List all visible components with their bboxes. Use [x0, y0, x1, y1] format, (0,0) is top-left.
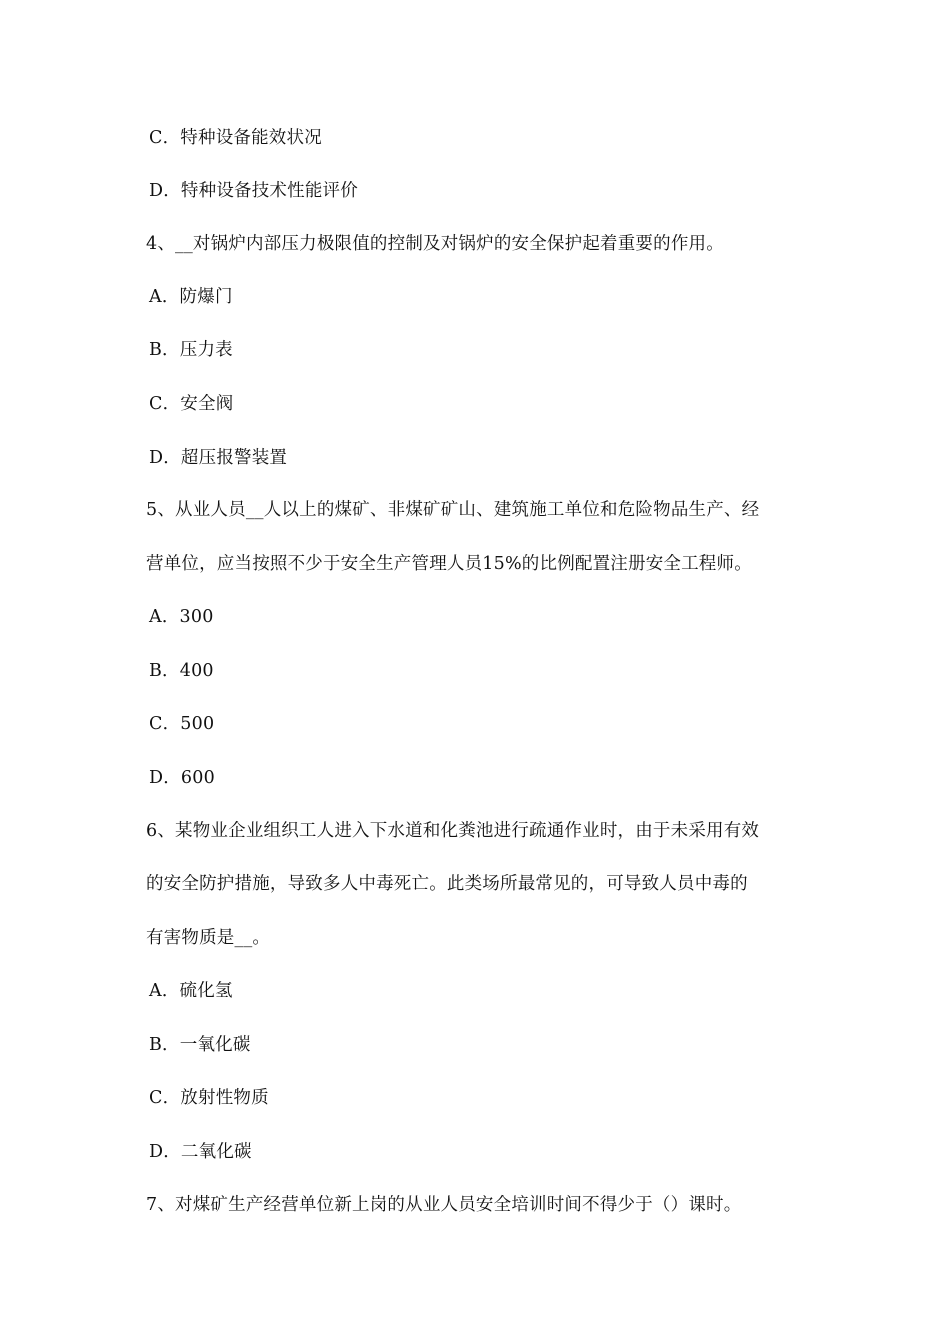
q6-stem-line-2: 的安全防护措施，导致多人中毒死亡。此类场所最常见的，可导致人员中毒的 [146, 874, 748, 894]
q3-option-c: C．特种设备能效状况 [149, 128, 322, 148]
q5-option-b: B．400 [149, 661, 214, 681]
q4-stem: 4、__对锅炉内部压力极限值的控制及对锅炉的安全保护起着重要的作用。 [146, 234, 724, 254]
q5-option-a: A．300 [149, 607, 214, 627]
q4-option-d: D．超压报警装置 [149, 448, 288, 468]
q6-stem-line-1: 6、某物业企业组织工人进入下水道和化粪池进行疏通作业时，由于未采用有效 [146, 821, 760, 841]
q7-stem: 7、对煤矿生产经营单位新上岗的从业人员安全培训时间不得少于（）课时。 [146, 1195, 742, 1215]
q6-option-d: D．二氧化碳 [149, 1142, 252, 1162]
q4-option-c: C．安全阀 [149, 394, 234, 414]
q3-option-d: D．特种设备技术性能评价 [149, 181, 358, 201]
q5-option-c: C．500 [149, 714, 215, 734]
q6-option-c: C．放射性物质 [149, 1088, 269, 1108]
q5-option-d: D．600 [149, 768, 215, 788]
q5-stem-line-2: 营单位，应当按照不少于安全生产管理人员15%的比例配置注册安全工程师。 [146, 554, 752, 574]
q6-option-a: A．硫化氢 [149, 981, 233, 1001]
q4-option-a: A．防爆门 [149, 287, 233, 307]
q6-stem-line-3: 有害物质是__。 [146, 928, 271, 948]
q4-option-b: B．压力表 [149, 340, 233, 360]
q5-stem-line-1: 5、从业人员__人以上的煤矿、非煤矿矿山、建筑施工单位和危险物品生产、经 [146, 500, 760, 520]
q6-option-b: B．一氧化碳 [149, 1035, 251, 1055]
